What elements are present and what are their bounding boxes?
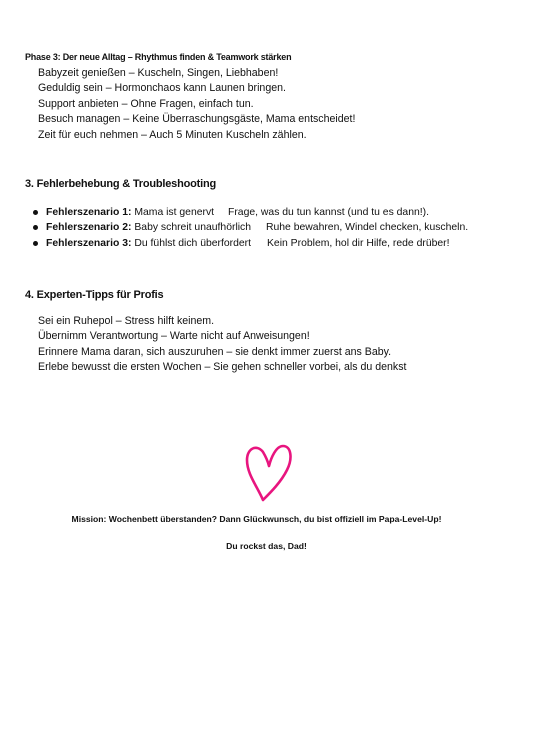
phase3-title: Phase 3: Der neue Alltag – Rhythmus finden & Teamwork stärken xyxy=(25,52,292,62)
heart-icon xyxy=(243,440,295,502)
scenario-problem: Du fühlst dich überfordert xyxy=(134,237,252,249)
mission-text: Mission: Wochenbett überstanden? Dann Glückwunsch, du bist offiziell im Papa-Level-Up! xyxy=(71,514,442,524)
heart-stroke xyxy=(247,446,290,500)
list-item: Sei ein Ruhepol – Stress hilft keinem. xyxy=(38,315,215,327)
list-item: Erlebe bewusst die ersten Wochen – Sie gehen schneller vorbei, als du denkst xyxy=(38,361,407,374)
bullet-icon xyxy=(33,241,38,246)
list-item: Erinnere Mama daran, sich auszuruhen – sie denkt immer zuerst ans Baby. xyxy=(38,345,392,358)
closing-text: Du rockst das, Dad! xyxy=(226,541,307,551)
scenario-problem-text xyxy=(46,220,251,235)
scenario-problem-text xyxy=(46,236,251,251)
list-item: Zeit für euch nehmen – Auch 5 Minuten Kuscheln zählen. xyxy=(38,128,307,141)
scenario-answer: Frage, was du tun kannst (und tu es dann!). xyxy=(228,207,430,218)
list-item: Geduldig sein – Hormonchaos kann Launen bringen. xyxy=(38,82,286,95)
bullet-icon xyxy=(33,210,38,215)
scenario-answer: Ruhe bewahren, Windel checken, kuscheln. xyxy=(266,222,469,234)
list-item: Besuch managen – Keine Überraschungsgäste, Mama entscheidet! xyxy=(38,113,356,126)
scenario-label: Fehlerszenario 1: xyxy=(46,207,132,218)
scenario-label: Fehlerszenario 3: xyxy=(46,237,132,249)
list-item: Support anbieten – Ohne Fragen, einfach tun. xyxy=(38,97,254,110)
scenario-problem: Mama ist genervt xyxy=(134,207,215,218)
section4-heading: 4. Experten-Tipps für Profis xyxy=(25,289,164,301)
phase3-list xyxy=(38,66,355,143)
scenario-answer: Kein Problem, hol dir Hilfe, rede drüber! xyxy=(267,237,450,249)
scenario-problem: Baby schreit unaufhörlich xyxy=(134,222,252,234)
bullet-icon xyxy=(33,225,38,230)
list-item: Babyzeit genießen – Kuscheln, Singen, Liebhaben! xyxy=(38,67,279,79)
list-item: Übernimm Verantwortung – Warte nicht auf Anweisungen! xyxy=(38,330,310,343)
scenario-problem-text xyxy=(46,205,214,220)
scenario-label: Fehlerszenario 2: xyxy=(46,222,132,234)
section3-heading: 3. Fehlerbehebung & Troubleshooting xyxy=(25,178,217,190)
tips-list xyxy=(38,314,406,376)
